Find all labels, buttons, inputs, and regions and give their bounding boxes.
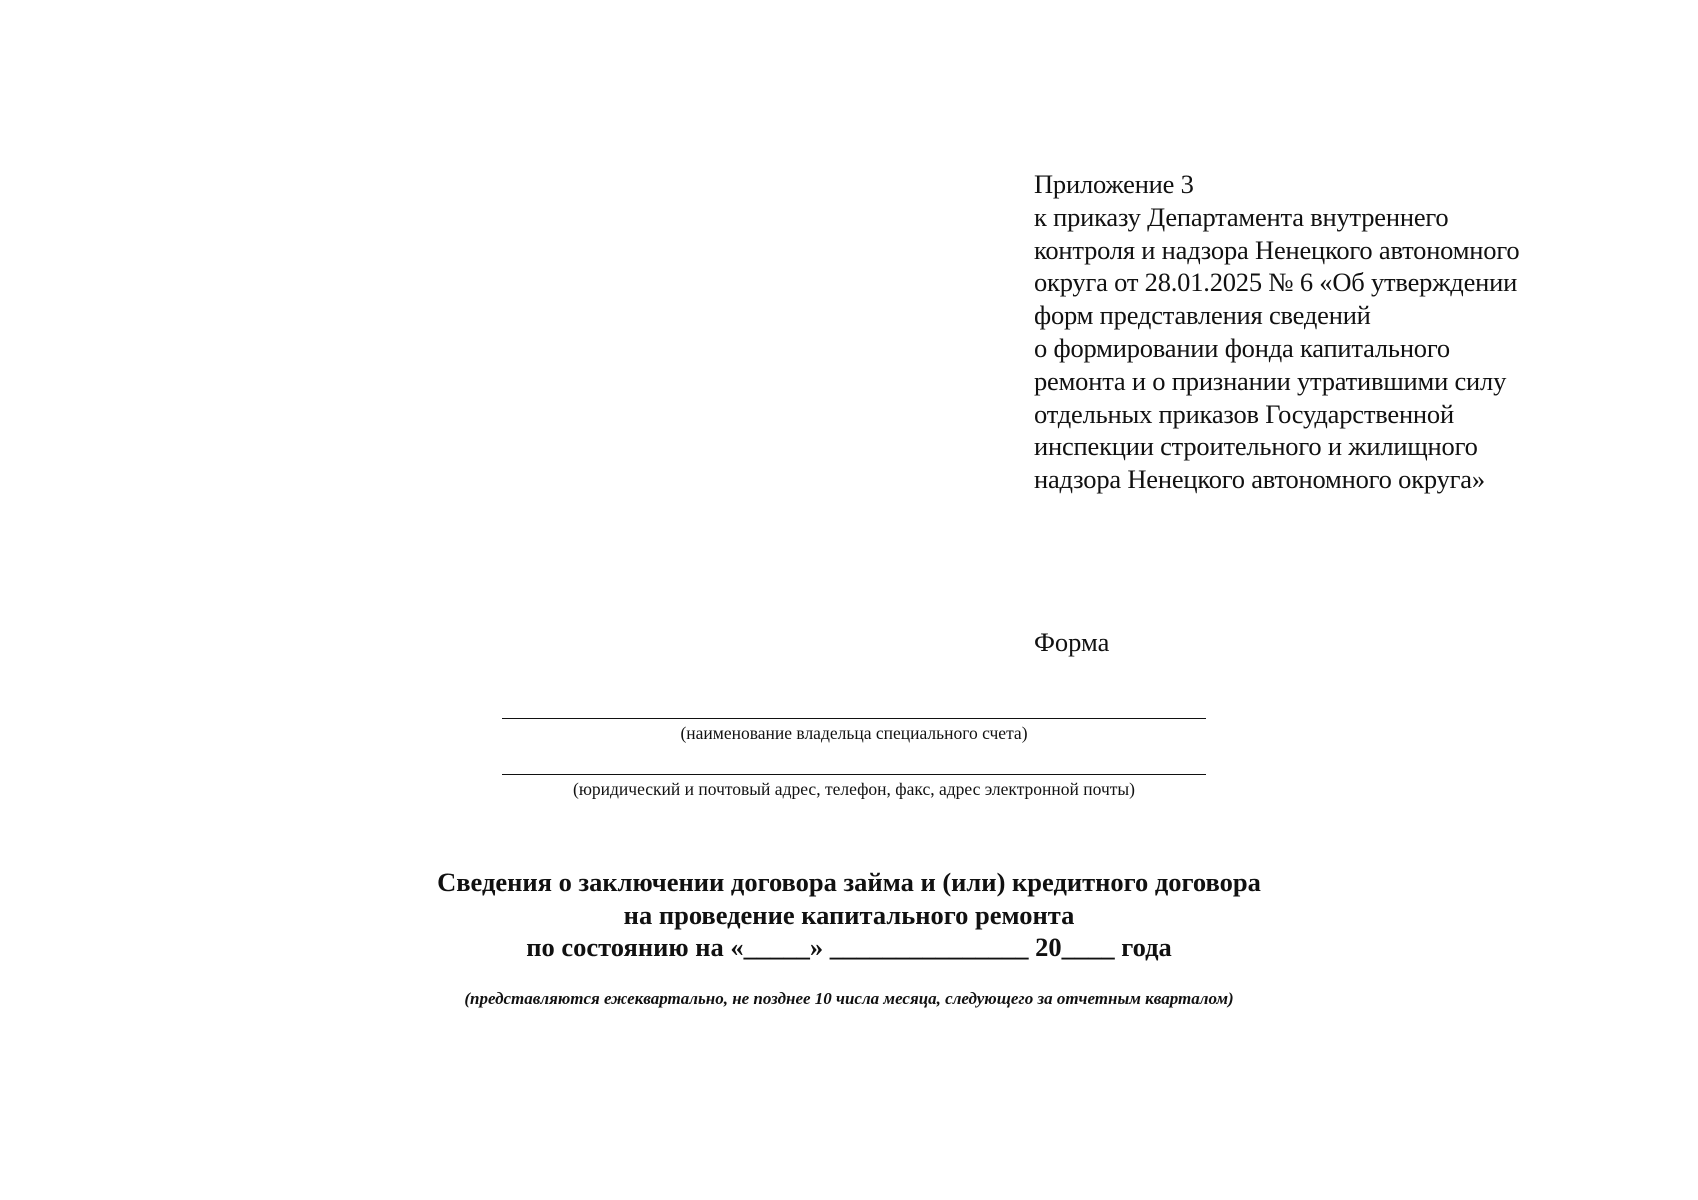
appendix-line: Приложение 3 [1034,169,1194,199]
form-label: Форма [1034,627,1110,657]
document-title [349,866,1349,964]
appendix-line: округа от 28.01.2025 № 6 «Об утверждении [1034,267,1518,298]
appendix-line: ремонта и о признании утратившими силу [1034,365,1507,396]
title-line-3: по состоянию на «_____» _______________ 20____ года [526,932,1172,962]
appendix-line: отдельных приказов Государственной [1034,398,1454,429]
owner-name-field[interactable] [502,718,1206,744]
appendix-line: к приказу Департамента внутреннего [1034,201,1449,232]
owner-address-caption: (юридический и почтовый адрес, телефон, факс, адрес электронной почты) [573,779,1135,799]
owner-name-line [502,718,1206,719]
owner-address-line [502,774,1206,775]
appendix-line: инспекции строительного и жилищного [1034,431,1478,462]
appendix-line: о формировании фонда капитального [1034,332,1450,363]
owner-address-field[interactable] [502,774,1206,800]
appendix-line: надзора Ненецкого автономного округа» [1034,464,1485,495]
title-line-2: на проведение капитального ремонта [623,899,1075,930]
submission-note: (представляются ежеквартально, не позднее 10 числа месяца, следующего за отчетным кварталом) [464,989,1234,1008]
appendix-line: форм представления сведений [1034,300,1371,331]
title-line-1: Сведения о заключении договора займа и (или) кредитного договора [437,867,1261,897]
appendix-header [1034,168,1634,496]
owner-name-caption: (наименование владельца специального счета) [680,723,1028,743]
appendix-line: контроля и надзора Ненецкого автономного [1034,234,1520,265]
